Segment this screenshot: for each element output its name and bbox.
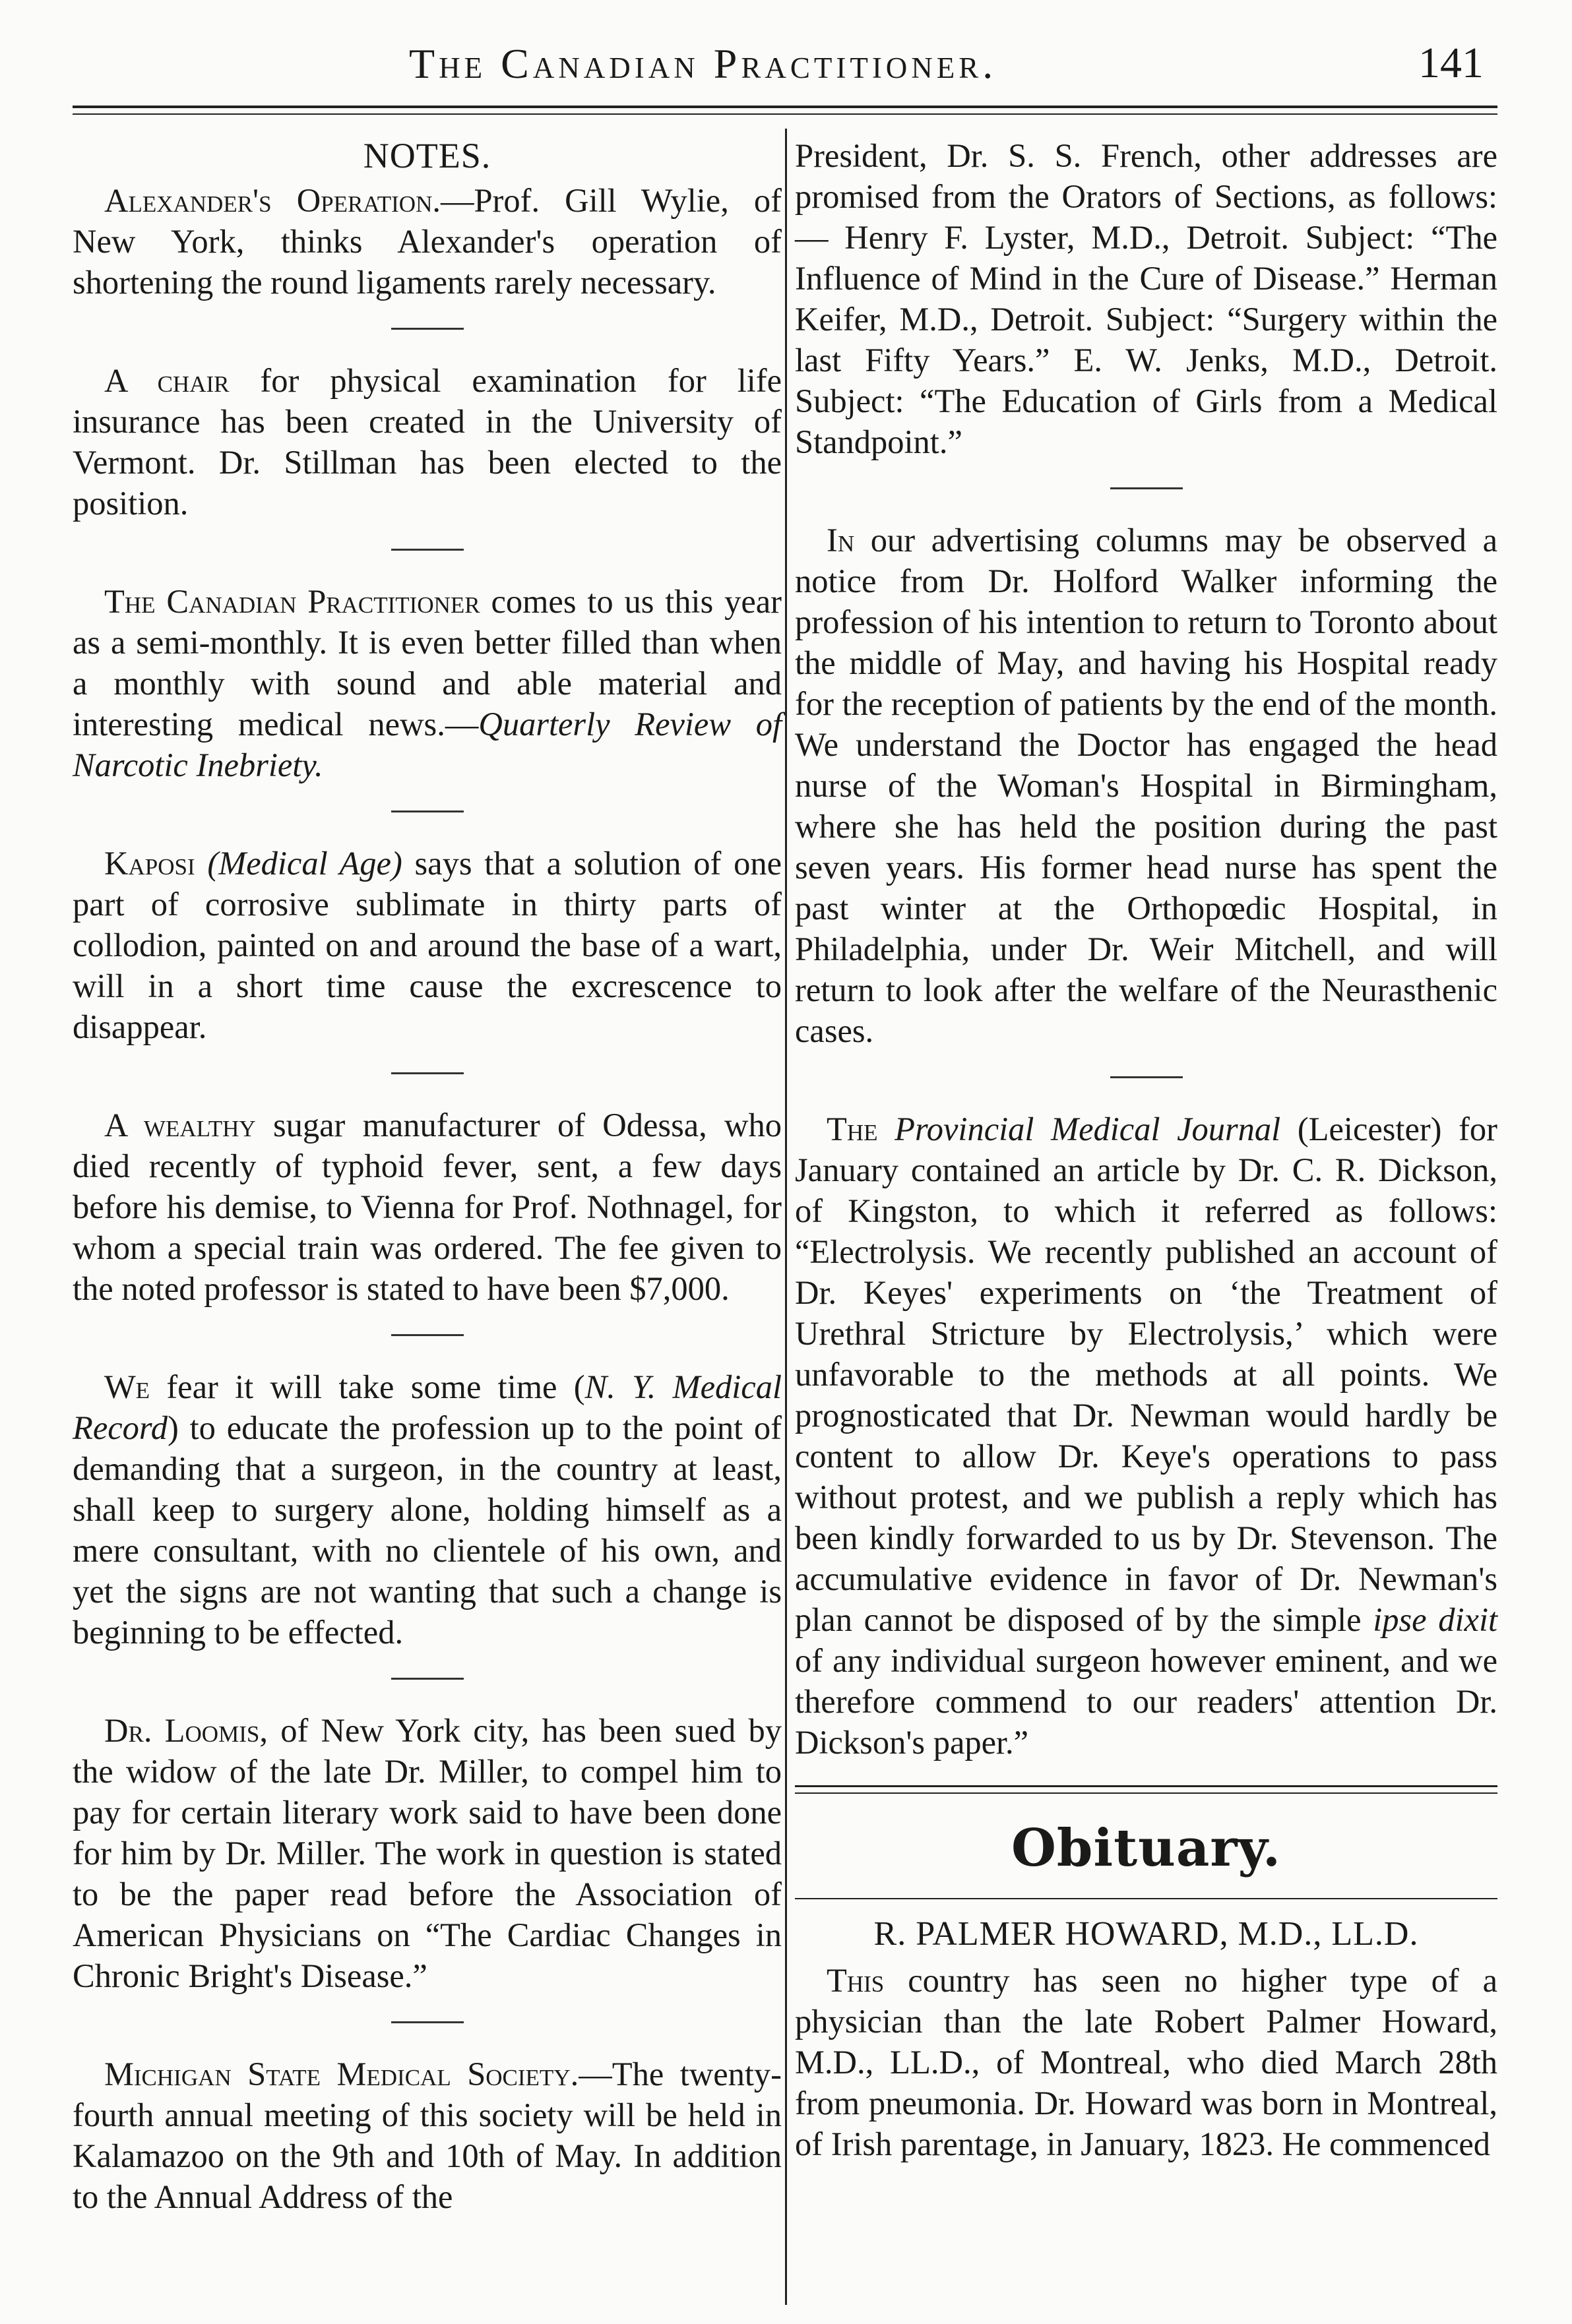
note-chair-vermont: A chair for physical examination for life insurance has been created in the University of Vermont. Dr. Stillman has been elected to the position. bbox=[73, 362, 782, 522]
right-column bbox=[795, 135, 1497, 2164]
notes-heading: NOTES. bbox=[363, 136, 491, 175]
header-rule-bottom bbox=[73, 113, 1497, 115]
column-divider bbox=[785, 129, 787, 2305]
note-electrolysis: The Provincial Medical Journal (Leicester) for January contained an article by Dr. C. R. Dickson, of Kingston, to which it referred as follows: “Electrolysis. We recently published an account of Dr. Keyes' experiments on ‘the Treatment of Urethral Stricture by Electrolysis,’ which were unfavorable to the methods at all points. We prognosticated that Dr. Newman would hardly be content to allow Dr. Keye's operations to pass without protest, and we publish a reply which has been kindly forwarded to us by Dr. Stevenson. The accumulative evidence in favor of Dr. Newman's plan cannot be disposed of by the simple ipse dixit of any individual surgeon however eminent, and we therefore commend to our readers' attention Dr. Dickson's paper.” bbox=[795, 1111, 1498, 1761]
note-separator bbox=[391, 2021, 464, 2023]
note-surgery-alone: We fear it will take some time (N. Y. Medical Record) to educate the profession up to the point of demanding that a surgeon, in the country at least, shall keep to surgery alone, holding himself as a mere consultant, with no clientele of his own, and yet the signs are not wanting that such a change is beginning to be effected. bbox=[73, 1368, 782, 1651]
note-wealthy-manufacturer: A wealthy sugar manufacturer of Odessa, who died recently of typhoid fever, sent, a few days before his demise, to Vienna for Prof. Nothnagel, for whom a special train was ordered. The fee given to the noted professor is stated to have been $7,000. bbox=[73, 1107, 782, 1307]
obituary-rule-bottom bbox=[795, 1898, 1497, 1899]
obituary-name: R. PALMER HOWARD, M.D., LL.D. bbox=[873, 1915, 1419, 1953]
obituary-text: This country has seen no higher type of a physician than the late Robert Palmer Howard, M.D., LL.D., of Montreal, who died March 28th from pneumonia. Dr. Howard was born in Montreal, of Irish parentage, in January, 1823. He commenced bbox=[795, 1962, 1497, 2162]
note-alexanders-operation: Alexander's Operation.—Prof. Gill Wylie, of New York, thinks Alexander's operation of shortening the round ligaments rarely necessary. bbox=[73, 182, 782, 301]
note-dr-loomis: Dr. Loomis, of New York city, has been sued by the widow of the late Dr. Miller, to compel him to pay for certain literary work said to have been done for him by Dr. Miller. The work in question is stated to be the paper read before the Association of American Physicians on “The Cardiac Changes in Chronic Bright's Disease.” bbox=[73, 1712, 782, 1994]
obituary-rule-top bbox=[795, 1785, 1497, 1787]
note-michigan-continued: President, Dr. S. S. French, other addresses are promised from the Orators of Sections, as follows:— Henry F. Lyster, M.D., Detroit. Subject: “The Influence of Mind in the Cure of Disease.” Herman Keifer, M.D., Detroit. Subject: “Surgery within the last Fifty Years.” E. W. Jenks, M.D., Detroit. Subject: “The Education of Girls from a Medical Standpoint.” bbox=[795, 137, 1497, 460]
obituary-rule-top-2 bbox=[795, 1792, 1497, 1794]
header-rule-top bbox=[73, 106, 1497, 108]
note-separator bbox=[391, 1334, 464, 1336]
obituary-title: Obituary. bbox=[1011, 1818, 1282, 1878]
note-separator bbox=[1110, 487, 1183, 489]
page-header bbox=[0, 0, 1572, 125]
note-separator bbox=[391, 1678, 464, 1680]
note-separator bbox=[391, 1072, 464, 1074]
note-separator bbox=[391, 549, 464, 551]
note-semi-monthly: The Canadian Practitioner comes to us this year as a semi-monthly. It is even better filled than when a monthly with sound and able material and interesting medical news.—Quarterly Review of Narcotic Inebriety. bbox=[73, 583, 782, 783]
page-number: 141 bbox=[1418, 39, 1484, 87]
running-title: The Canadian Practitioner. bbox=[409, 40, 997, 87]
note-holford-walker: In our advertising columns may be observed a notice from Dr. Holford Walker informing the profession of his intention to return to Toronto about the middle of May, and having his Hospital ready for the reception of patients by the end of the month. We understand the Doctor has engaged the head nurse of the Woman's Hospital in Birmingham, where she has held the position during the past seven years. His former head nurse has spent the past winter at the Orthopœdic Hospital, in Philadelphia, under Dr. Weir Mitchell, and will return to look after the welfare of the Neurasthenic cases. bbox=[795, 522, 1497, 1049]
note-kaposi: Kaposi (Medical Age) says that a solution of one part of corrosive sublimate in thirty parts of collodion, painted on and around the base of a wart, will in a short time cause the excrescence to disappear. bbox=[73, 845, 782, 1045]
left-column bbox=[73, 135, 782, 2217]
note-separator bbox=[391, 328, 464, 330]
note-separator bbox=[1110, 1076, 1183, 1078]
note-separator bbox=[391, 810, 464, 812]
note-michigan-society: Michigan State Medical Society.—The twenty-fourth annual meeting of this society will be held in Kalamazoo on the 9th and 10th of May. In addition to the Annual Address of the bbox=[73, 2056, 782, 2215]
